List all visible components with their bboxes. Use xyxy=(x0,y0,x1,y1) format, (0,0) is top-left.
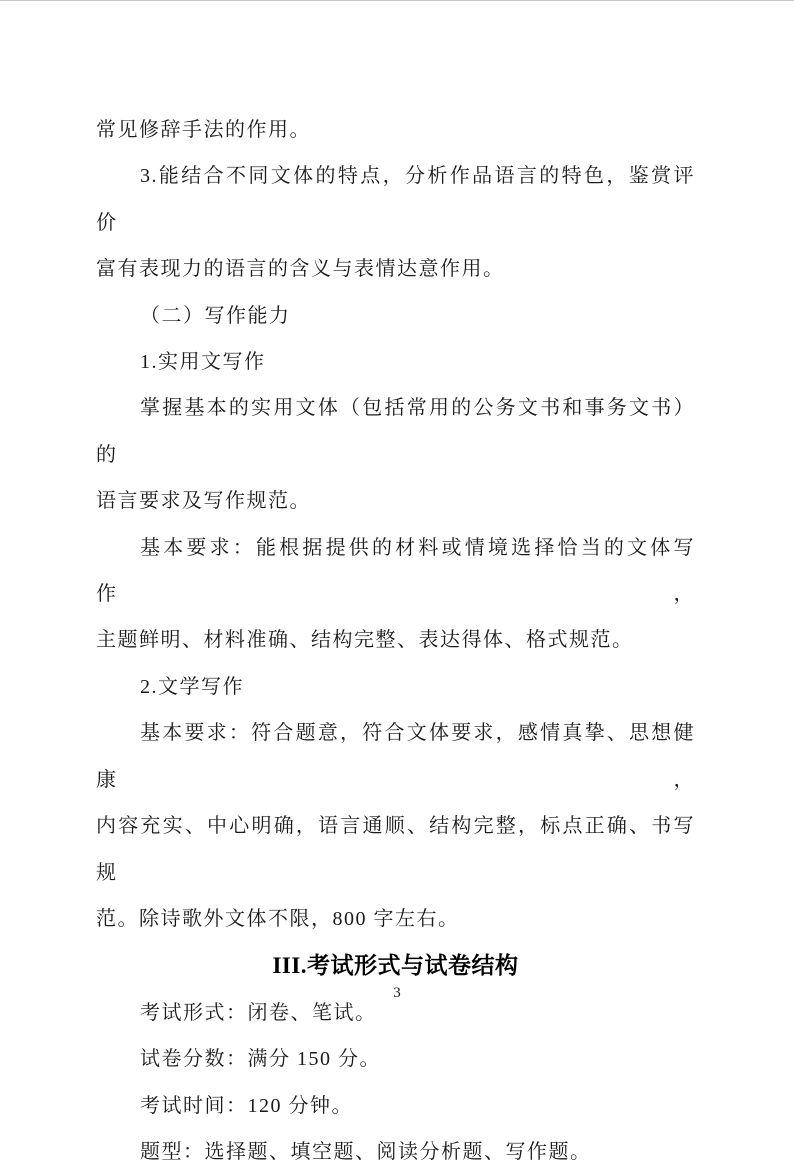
text-line: 主题鲜明、材料准确、结构完整、表达得体、格式规范。 xyxy=(96,629,634,652)
section-heading xyxy=(96,942,695,989)
text-line: 考试时间：120 分钟。 xyxy=(140,1094,353,1117)
text-line: 内容充实、中心明确，语言通顺、结构完整，标点正确、书写规 xyxy=(96,815,695,884)
text-line: 范。除诗歌外文体不限，800 字左右。 xyxy=(96,907,460,930)
text-line: 2.文学写作 xyxy=(140,675,244,698)
text-line: 3.能结合不同文体的特点，分析作品语言的特色，鉴赏评价 xyxy=(96,165,695,234)
section-heading-title: 考试形式与试卷结构 xyxy=(307,952,519,979)
text-line: 试卷分数：满分 150 分。 xyxy=(140,1048,381,1071)
text-line: 1.实用文写作 xyxy=(140,351,266,374)
text-line: 富有表现力的语言的含义与表情达意作用。 xyxy=(96,258,505,281)
text-line: 基本要求：能根据提供的材料或情境选择恰当的文体写作， xyxy=(96,536,695,606)
page-number: 3 xyxy=(393,985,401,1001)
text-line: 常见修辞手法的作用。 xyxy=(96,119,311,141)
text-line: （二）写作能力 xyxy=(140,304,291,327)
document-body xyxy=(96,107,695,1175)
text-line: 题型：选择题、填空题、阅读分析题、写作题。 xyxy=(140,1140,592,1163)
text-line: 基本要求：符合题意，符合文体要求，感情真挚、思想健康， xyxy=(96,722,695,791)
text-line: 考试形式：闭卷、笔试。 xyxy=(140,1001,377,1024)
text-line: 语言要求及写作规范。 xyxy=(96,490,311,513)
section-heading-numeral: III. xyxy=(272,953,308,979)
text-line: 掌握基本的实用文体（包括常用的公务文书和事务文书）的 xyxy=(96,397,695,466)
